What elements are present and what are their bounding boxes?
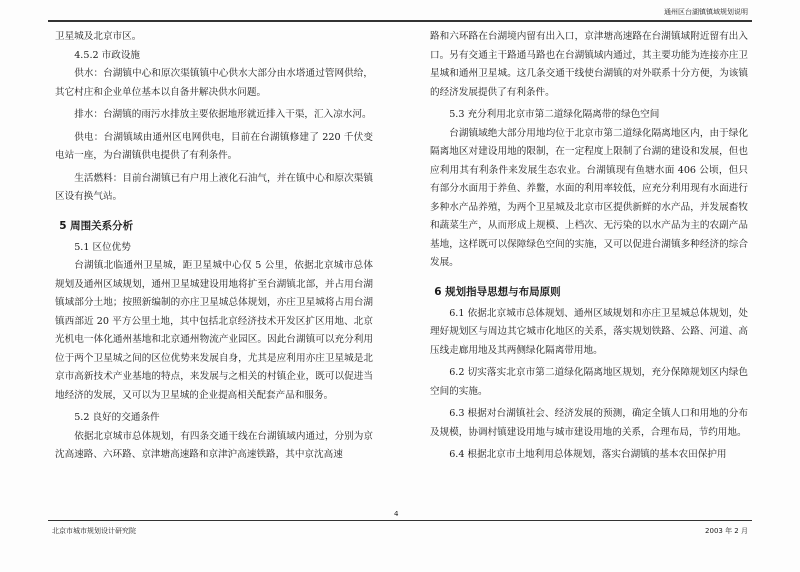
paragraph-water-supply: 供水：台湖镇中心和原次渠镇镇中心供水大部分由水塔通过管网供给，其它村庄和企业单位基本以自备井解决供水问题。 [55,68,373,98]
footer-rule [48,520,752,521]
paragraph-fuel: 生活燃料：目前台湖镇已有户用上液化石油气，并在镇中心和原次渠镇区设有换气站。 [55,172,373,202]
paragraph-power: 供电：台湖镇域由通州区电网供电，目前在台湖镇修建了 220 千伏变电站一座，为台湖镇供电提供了有利条件。 [55,131,373,161]
section-heading-6: 6 规划指导思想与布局原则 [434,285,561,298]
left-column [55,28,373,465]
paragraph-transport: 依据北京城市总体规划，有四条交通干线在台湖镇域内通过，分别为京沈高速路、六环路、京津塘高速路和京津沪高速铁路，其中京沈高速 [55,430,373,460]
paragraph-6-3: 6.3 根据对台湖镇社会、经济发展的预测，确定全镇人口和用地的分布及规模，协调村镇建设用地与城市建设用地的关系，合理布局，节约用地。 [430,408,748,438]
paragraph-transport-continued: 路和六环路在台湖境内留有出入口，京津塘高速路在台湖镇域附近留有出入口。另有交通主干路通马路也在台湖镇域内通过，其主要功能为连接亦庄卫星城和通州卫星城。这几条交通干线使台湖镇的对外联系十分方便，为该镇的经济发展提供了有利条件。 [430,31,748,98]
paragraph-6-4: 6.4 根据北京市土地利用总体规划，落实台湖镇的基本农田保护用 [449,449,727,460]
header-rule [48,20,752,22]
paragraph-drainage: 排水：台湖镇的雨污水排放主要依据地形就近排入干渠，汇入凉水河。 [74,109,372,120]
paragraph-green-belt: 台湖镇域绝大部分用地均位于北京市第二道绿化隔离地区内，由于绿化隔离地区对建设用地的限制，在一定程度上限制了台湖的建设和发展，但也应利用其有利条件来发展生态农业。台湖镇现有鱼塘水面 406 公顷，但只有部分水面用于养鱼、养鳖，水面的利用率较低，应充分利用现有水面进行多种水产品养殖，为两个卫星城及北京市区提供新鲜的水产品，并发展畜牧和蔬菜生产，从而形成上规模、上档次、无污染的以水产品为主的农副产品基地，这样既可以保障绿色空间的实施，又可以促进台湖镇多种经济的综合发展。 [430,127,748,268]
paragraph-continuation: 卫星城及北京市区。 [55,31,142,42]
section-heading-5-1: 5.1 区位优势 [74,241,131,253]
paragraph-location: 台湖镇北临通州卫星城，距卫星城中心仅 5 公里，依据北京城市总体规划及通州区域规划，通州卫星城建设用地将扩至台湖镇北部，并占用台湖镇域部分土地；按照新编制的亦庄卫星城总体规划，亦庄卫星城将占用台湖镇西部近 20 平方公里土地，其中包括北京经济技术开发区扩区用地、北京光机电一体化通州基地和北京通州物流产业园区。因此台湖镇可以充分利用位于两个卫星城之间的区位优势来发展自身，尤其是应利用亦庄卫星城是北京市高新技术产业基地的特点，来发展与之相关的村镇企业，既可以促进当地经济的发展，又可以为卫星城的企业提高相关配套产品和服务。 [55,260,373,401]
page-number: 4 [394,510,399,518]
footer-date: 2003 年 2 月 [705,527,748,535]
section-heading-5: 5 周围关系分析 [59,219,134,232]
section-heading-4-5-2: 4.5.2 市政设施 [74,49,141,61]
footer-institute: 北京市城市规划设计研究院 [52,527,136,535]
section-heading-5-3: 5.3 充分利用北京市第二道绿化隔离带的绿色空间 [449,109,660,120]
right-column [430,28,748,465]
running-header: 通州区台湖镇镇域规划说明 [664,8,748,16]
section-heading-5-2: 5.2 良好的交通条件 [74,412,160,423]
paragraph-6-1: 6.1 依据北京城市总体规划、通州区域规划和亦庄卫星城总体规划，处理好规划区与周边其它城市化地区的关系，落实规划铁路、公路、河道、高压线走廊用地及其两侧绿化隔离带用地。 [430,307,748,356]
paragraph-6-2: 6.2 切实落实北京市第二道绿化隔离地区规划，充分保障规划区内绿色空间的实施。 [430,367,748,397]
